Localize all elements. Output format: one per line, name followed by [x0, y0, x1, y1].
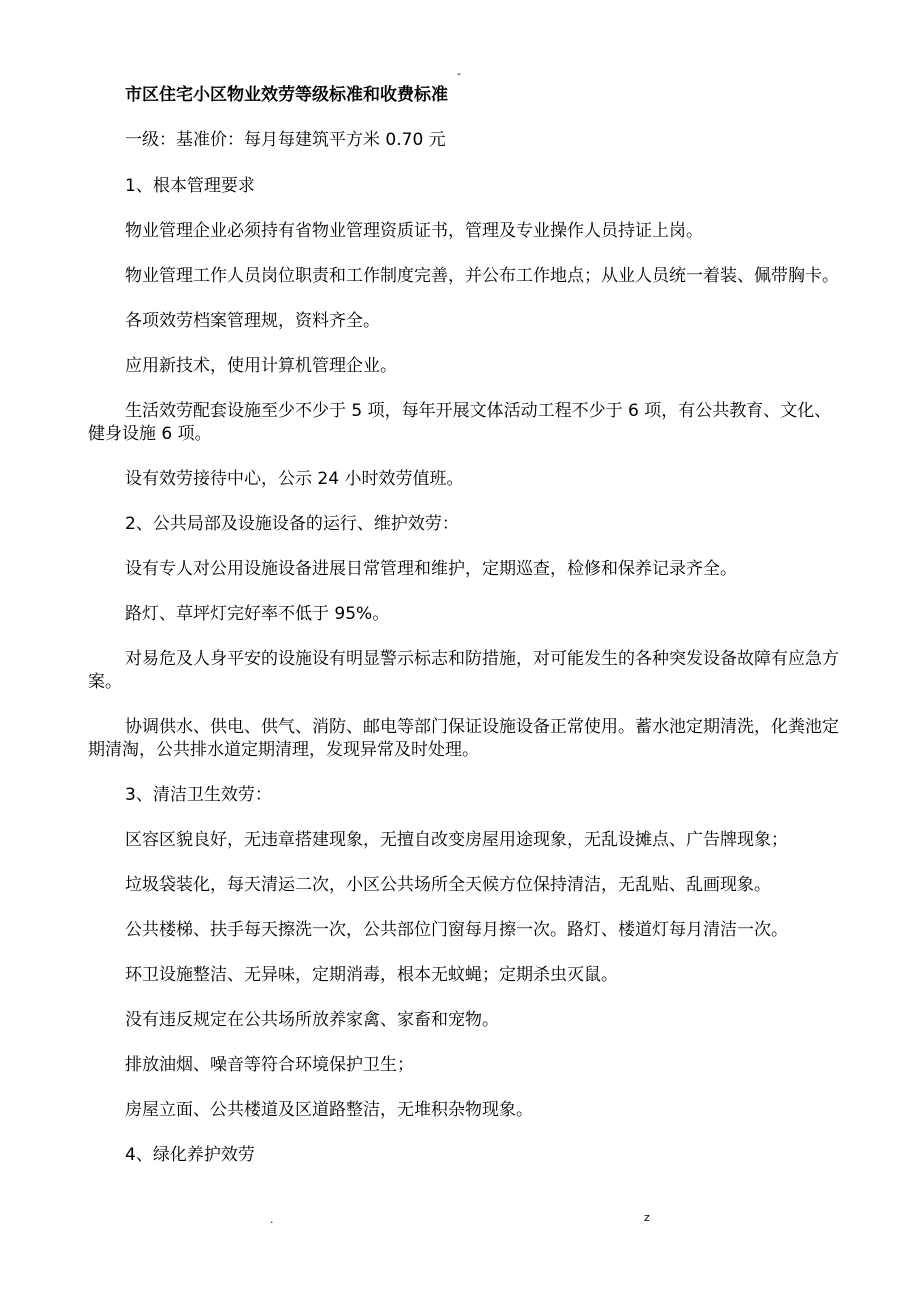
footer-left-mark: . [270, 1213, 274, 1226]
paragraph: 各项效劳档案管理规，资料齐全。 [125, 311, 380, 331]
paragraph: 垃圾袋装化，每天清运二次，小区公共场所全天候方位保持清洁，无乱贴、乱画现象。 [125, 875, 771, 895]
paragraph: 环卫设施整洁、无异味，定期消毒，根本无蚊蝇；定期杀虫灭鼠。 [125, 965, 618, 985]
price-line: 一级：基准价：每月每建筑平方米 0.70 元 [125, 130, 446, 150]
paragraph: 房屋立面、公共楼道及区道路整洁，无堆积杂物现象。 [125, 1100, 533, 1120]
document-body [88, 84, 840, 1167]
document-title: 市区住宅小区物业效劳等级标准和收费标准 [125, 85, 448, 105]
paragraph: 设有专人对公用设施设备进展日常管理和维护，定期巡查，检修和保养记录齐全。 [125, 559, 737, 579]
section-heading-2: 2、公共局部及设施设备的运行、维护效劳： [125, 514, 459, 534]
paragraph: 对易危及人身平安的设施设有明显警示标志和防措施，对可能发生的各种突发设备故障有应急方案。 [88, 649, 839, 692]
section-heading-4: 4、绿化养护效劳 [125, 1145, 255, 1165]
paragraph: 生活效劳配套设施至少不少于 5 项，每年开展文体活动工程不少于 6 项，有公共教育、文化、健身设施 6 项。 [88, 401, 832, 444]
paragraph: 公共楼梯、扶手每天擦洗一次，公共部位门窗每月擦一次。路灯、楼道灯每月清洁一次。 [125, 920, 788, 940]
footer-right-mark: z [644, 1211, 650, 1224]
section-heading-3: 3、清洁卫生效劳： [125, 785, 272, 805]
paragraph: 路灯、草坪灯完好率不低于 95%。 [125, 604, 390, 624]
paragraph: 协调供水、供电、供气、消防、邮电等部门保证设施设备正常使用。蓄水池定期清洗，化粪池定期清淘，公共排水道定期清理，发现异常及时处理。 [88, 717, 839, 760]
paragraph: 应用新技术，使用计算机管理企业。 [125, 356, 397, 376]
paragraph: 区容区貌良好，无违章搭建现象，无擅自改变房屋用途现象，无乱设摊点、广告牌现象； [125, 830, 788, 850]
paragraph: 物业管理企业必须持有省物业管理资质证书，管理及专业操作人员持证上岗。 [125, 221, 703, 241]
paragraph: 排放油烟、噪音等符合环境保护卫生； [125, 1055, 414, 1075]
paragraph: 物业管理工作人员岗位职责和工作制度完善，并公布工作地点；从业人员统一着装、佩带胸卡。 [125, 266, 839, 286]
section-heading-1: 1、根本管理要求 [125, 176, 255, 196]
paragraph: 没有违反规定在公共场所放养家禽、家畜和宠物。 [125, 1010, 499, 1030]
header-mark: - [457, 67, 461, 80]
paragraph: 设有效劳接待中心，公示 24 小时效劳值班。 [125, 469, 464, 489]
